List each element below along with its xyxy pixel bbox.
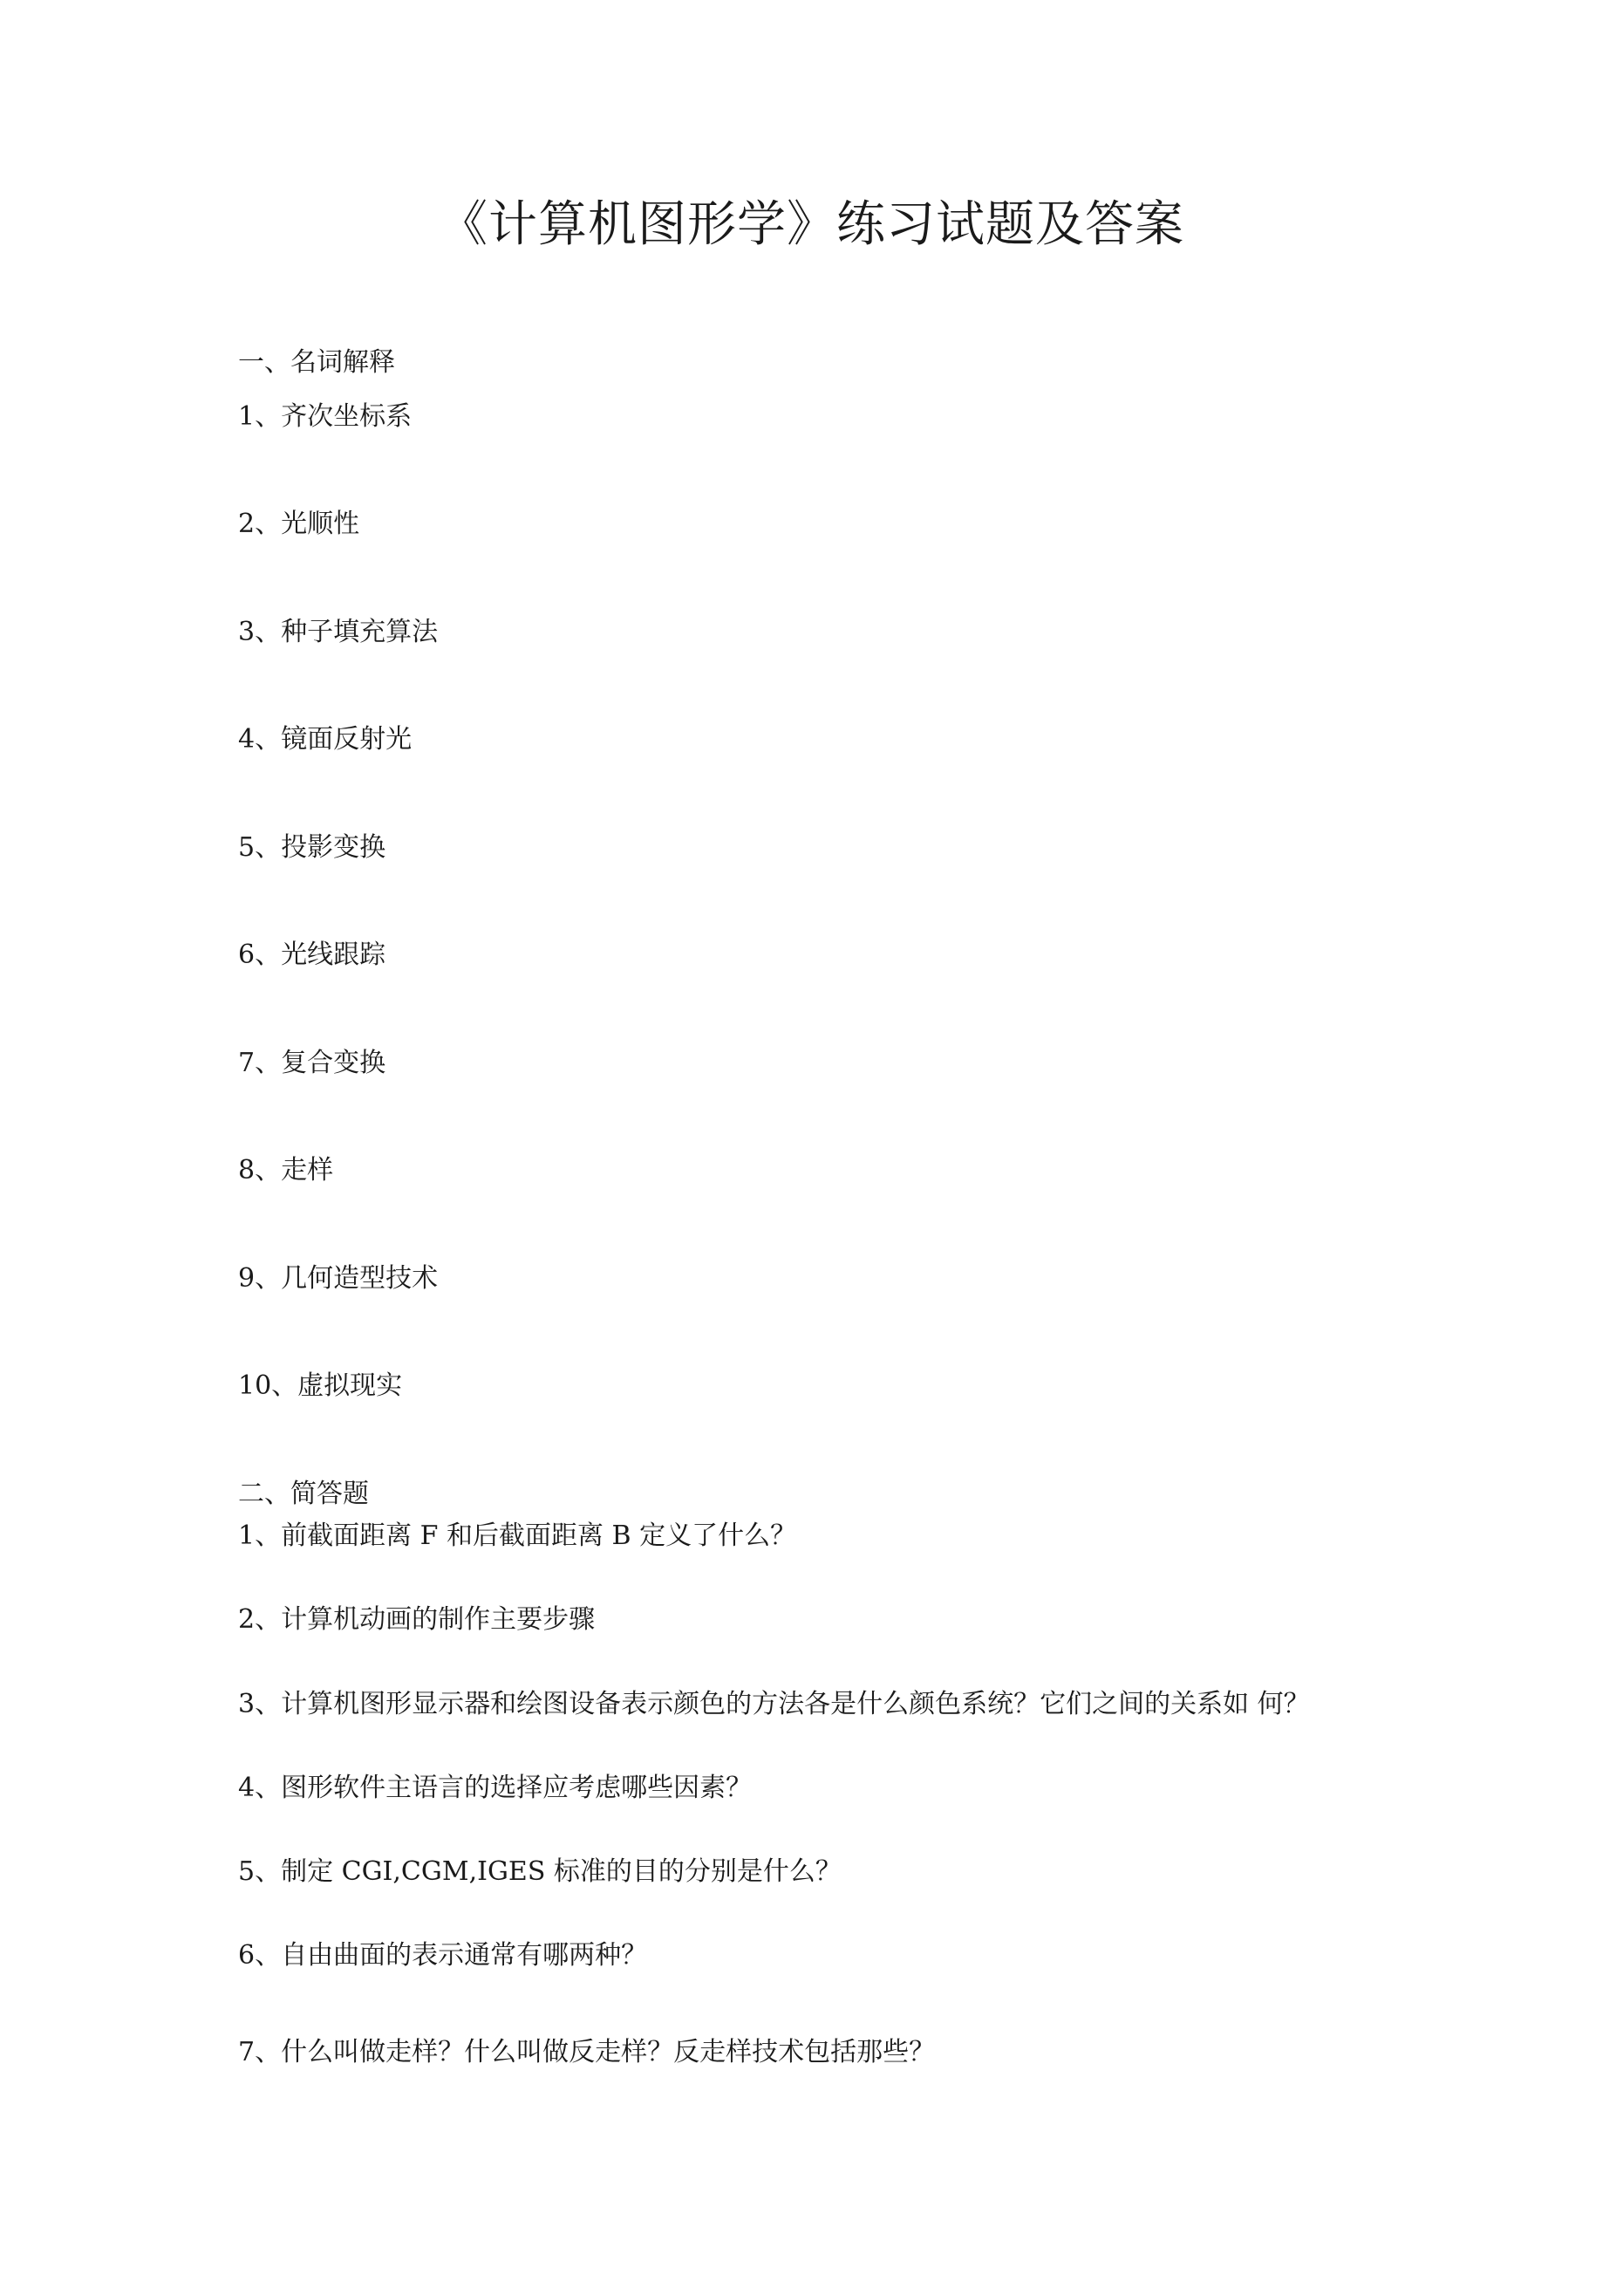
glossary-item-10: 10、虚拟现实 [238,1370,403,1401]
glossary-item-3: 3、种子填充算法 [238,617,439,647]
question-item-6: 6、自由曲面的表示通常有哪两种？ [238,1940,648,1971]
glossary-item-2: 2、光顺性 [238,509,360,539]
question-item-4: 4、图形软件主语言的选择应考虑哪些因素？ [238,1773,753,1803]
document-title: 《计算机图形学》练习试题及答案 [439,196,1184,253]
glossary-item-9: 9、几何造型技术 [238,1263,439,1294]
question-item-1: 1、前截面距离 F 和后截面距离 B 定义了什么？ [238,1520,797,1551]
glossary-item-4: 4、镜面反射光 [238,724,413,755]
glossary-item-7: 7、复合变换 [238,1048,386,1078]
section-heading-glossary: 一、名词解释 [238,347,395,378]
question-item-3: 3、计算机图形显示器和绘图设备表示颜色的方法各是什么颜色系统？它们之间的关系如 何？ [238,1689,1310,1719]
glossary-item-5: 5、投影变换 [238,832,386,863]
question-item-7: 7、什么叫做走样？什么叫做反走样？反走样技术包括那些？ [238,2037,936,2067]
question-item-5: 5、制定 CGI,CGM,IGES 标准的目的分别是什么？ [238,1856,842,1887]
glossary-item-6: 6、光线跟踪 [238,940,386,970]
glossary-item-1: 1、齐次坐标系 [238,401,413,432]
glossary-item-8: 8、走样 [238,1155,334,1186]
question-item-2: 2、计算机动画的制作主要步骤 [238,1604,596,1635]
section-heading-short-answer: 二、简答题 [238,1479,369,1509]
